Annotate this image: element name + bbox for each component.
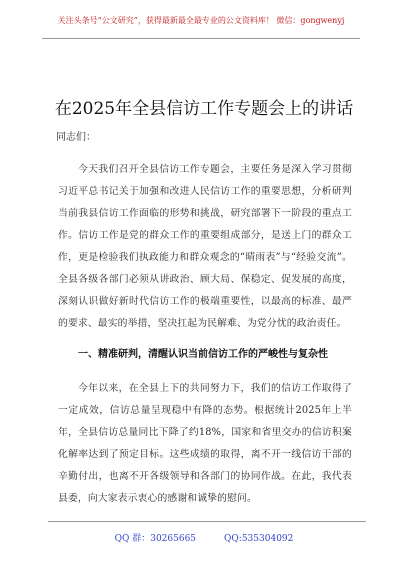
header-notice: 关注头条号“公文研究”，获得最新最全最专业的公文资料库！ 微信：gongwenyj — [57, 16, 345, 25]
footer-qq-number: QQ:535304092 — [224, 534, 294, 544]
paragraph-section-1: 今年以来，在全县上下的共同努力下，我们的信访工作取得了一定成效，信访总量呈现稳中有降的态势。根据统计2025年上半年，全县信访总量同比下降了约18%，国家和省里交办的信访积案化解率达到了预定目标。这些成绩的取得，离不开一线信访干部的辛勤付出，也离不开各级领导和各部门的协同作战。在此，我代表县委，向大家表示衷心的感谢和诚挚的慰问。 — [58, 382, 352, 504]
footer-rule — [48, 521, 366, 522]
header-rule — [42, 10, 360, 39]
paragraph-intro: 今天我们召开全县信访工作专题会，主要任务是深入学习贯彻习近平总书记关于加强和改进人民信访工作的重要思想，分析研判当前我县信访工作面临的形势和挑战，研究部署下一阶段的重点工作。信访工作是党的群众工作的重要组成部分，是送上门的群众工作，更是检验我们执政能力和群众观念的“晴雨表”与“经验交流”。全县各级各部门必须从讲政治、顾大局、保稳定、促发展的高度，深刻认识做好新时代信访工作的极端重要性，以最高的标准、最严的要求、最实的举措，坚决扛起为民解难、为党分忧的政治责任。 — [58, 163, 352, 329]
footer-qq-group: QQ 群：30265665 — [114, 534, 197, 544]
document-title: 在2025年全县信访工作专题会上的讲话 — [54, 99, 354, 120]
footer-contact — [0, 533, 408, 545]
section-heading-1: 一、精准研判，清醒认识当前信访工作的严峻性与复杂性 — [78, 349, 328, 360]
salutation: 同志们： — [56, 132, 96, 143]
